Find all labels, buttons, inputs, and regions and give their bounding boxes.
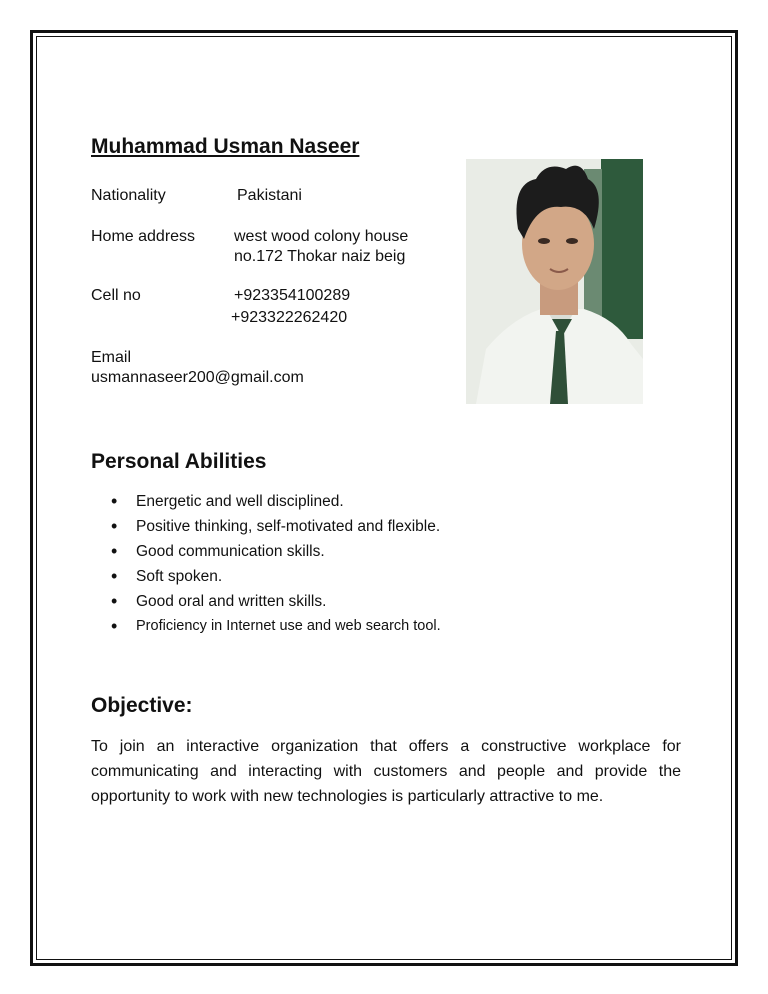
nationality-value: Pakistani — [237, 187, 302, 204]
cell-number-2: +923322262420 — [231, 309, 348, 326]
list-item: • Positive thinking, self-motivated and flexible. — [111, 514, 441, 539]
list-item: • Good communication skills. — [111, 539, 441, 564]
home-address-line1: west wood colony house — [234, 228, 409, 245]
list-item: • Good oral and written skills. — [111, 589, 441, 614]
list-item: • Soft spoken. — [111, 564, 441, 589]
nationality-label: Nationality — [91, 187, 166, 204]
abilities-heading: Personal Abilities — [91, 450, 267, 473]
candidate-name: Muhammad Usman Naseer — [91, 135, 360, 158]
list-item: • Energetic and well disciplined. — [111, 489, 441, 514]
objective-heading: Objective: — [91, 694, 193, 717]
list-item: • Proficiency in Internet use and web search tool. — [111, 614, 441, 639]
home-address-label: Home address — [91, 228, 196, 245]
email-value: usmannaseer200@gmail.com — [91, 369, 304, 386]
objective-text: To join an interactive organization that offers a constructive workplace for communicating and interacting with customers and people and provide the opportunity to work with new technologies is particularly attractive to me. — [91, 738, 681, 805]
cell-number-1: +923354100289 — [234, 287, 351, 304]
email-label: Email — [91, 349, 132, 366]
home-address-line2: no.172 Thokar naiz beig — [234, 248, 406, 265]
cell-label: Cell no — [91, 287, 141, 304]
abilities-list — [111, 489, 441, 639]
profile-photo — [466, 159, 643, 404]
